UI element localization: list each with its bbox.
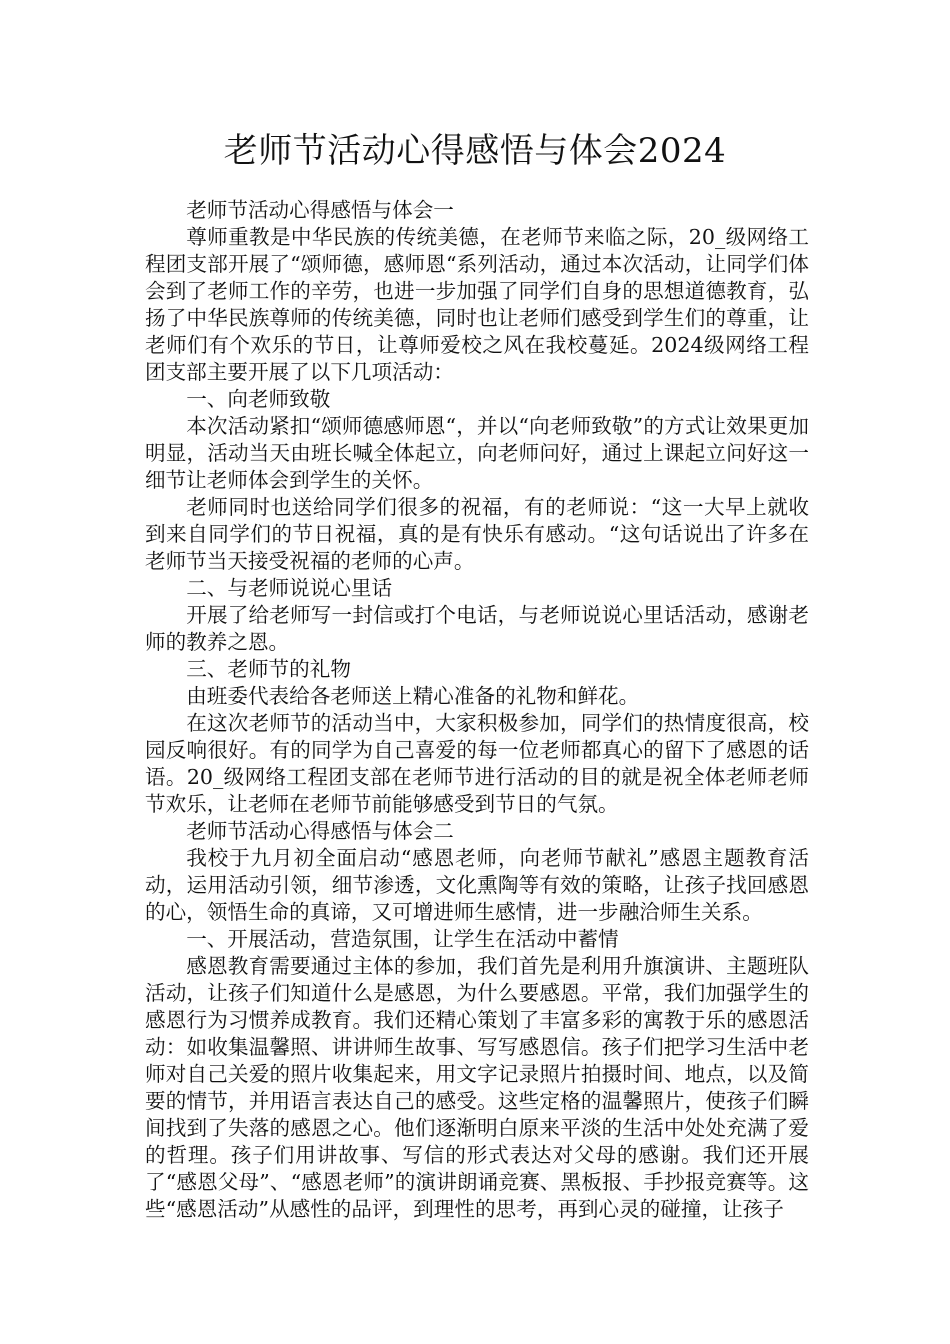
paragraph: 尊师重教是中华民族的传统美德，在老师节来临之际，20_级网络工程团支部开展了“颂师德，感师恩“系列活动，通过本次活动，让同学们体会到了老师工作的辛劳，也进一步加强了同学们自身的思想道德教育，弘扬了中华民族尊师的传统美德，同时也让老师们感受到学生们的尊重，让老师们有个欢乐的节日，让尊师爱校之风在我校蔓延。2024级网络工程团支部主要开展了以下几项活动：: [145, 225, 809, 384]
paragraph: 我校于九月初全面启动“感恩老师，向老师节献礼”感恩主题教育活动，运用活动引领，细节渗透，文化熏陶等有效的策略，让孩子找回感恩的心，领悟生命的真谛，又可增进师生感情，进一步融洽师生关系。: [145, 846, 809, 924]
paragraph: 开展了给老师写一封信或打个电话，与老师说说心里话活动，感谢老师的教养之恩。: [145, 603, 809, 654]
section-heading: 老师节活动心得感悟与体会二: [186, 819, 454, 843]
document-title: 老师节活动心得感悟与体会2024: [223, 131, 727, 171]
subheading: 二、与老师说说心里话: [186, 576, 393, 600]
subheading: 三、老师节的礼物: [186, 657, 351, 681]
section-heading: 老师节活动心得感悟与体会一: [186, 198, 454, 222]
paragraph: 本次活动紧扣“颂师德感师恩“，并以“向老师致敬”的方式让效果更加明显，活动当天由班长喊全体起立，向老师问好，通过上课起立问好这一细节让老师体会到学生的关怀。: [145, 414, 809, 492]
subheading: 一、开展活动，营造氛围，让学生在活动中蓄情: [186, 927, 619, 951]
paragraph: 感恩教育需要通过主体的参加，我们首先是利用升旗演讲、主题班队活动，让孩子们知道什么是感恩，为什么要感恩。平常，我们加强学生的感恩行为习惯养成教育。我们还精心策划了丰富多彩的寓教于乐的感恩活动：如收集温馨照、讲讲师生故事、写写感恩信。孩子们把学习生活中老师对自己关爱的照片收集起来，用文字记录照片拍摄时间、地点，以及简要的情节，并用语言表达自己的感受。这些定格的温馨照片，使孩子们瞬间找到了失落的感恩之心。他们逐渐明白原来平淡的生活中处处充满了爱的哲理。孩子们用讲故事、写信的形式表达对父母的感谢。我们还开展了“感恩父母”、“感恩老师”的演讲朗诵竞赛、黑板报、手抄报竞赛等。这些“感恩活动”从感性的品评，到理性的思考，再到心灵的碰撞，让孩子: [145, 954, 809, 1221]
paragraph: 由班委代表给各老师送上精心准备的礼物和鲜花。: [186, 684, 640, 708]
subheading: 一、向老师致敬: [186, 387, 331, 411]
document-body: [145, 197, 809, 1223]
paragraph: 在这次老师节的活动当中，大家积极参加，同学们的热情度很高，校园反响很好。有的同学为自己喜爱的每一位老师都真心的留下了感恩的话语。20_级网络工程团支部在老师节进行活动的目的就是祝全体老师老师节欢乐，让老师在老师节前能够感受到节日的气氛。: [145, 711, 809, 816]
paragraph: 老师同时也送给同学们很多的祝福，有的老师说：“这一大早上就收到来自同学们的节日祝福，真的是有快乐有感动。“这句话说出了许多在老师节当天接受祝福的老师的心声。: [145, 495, 809, 573]
